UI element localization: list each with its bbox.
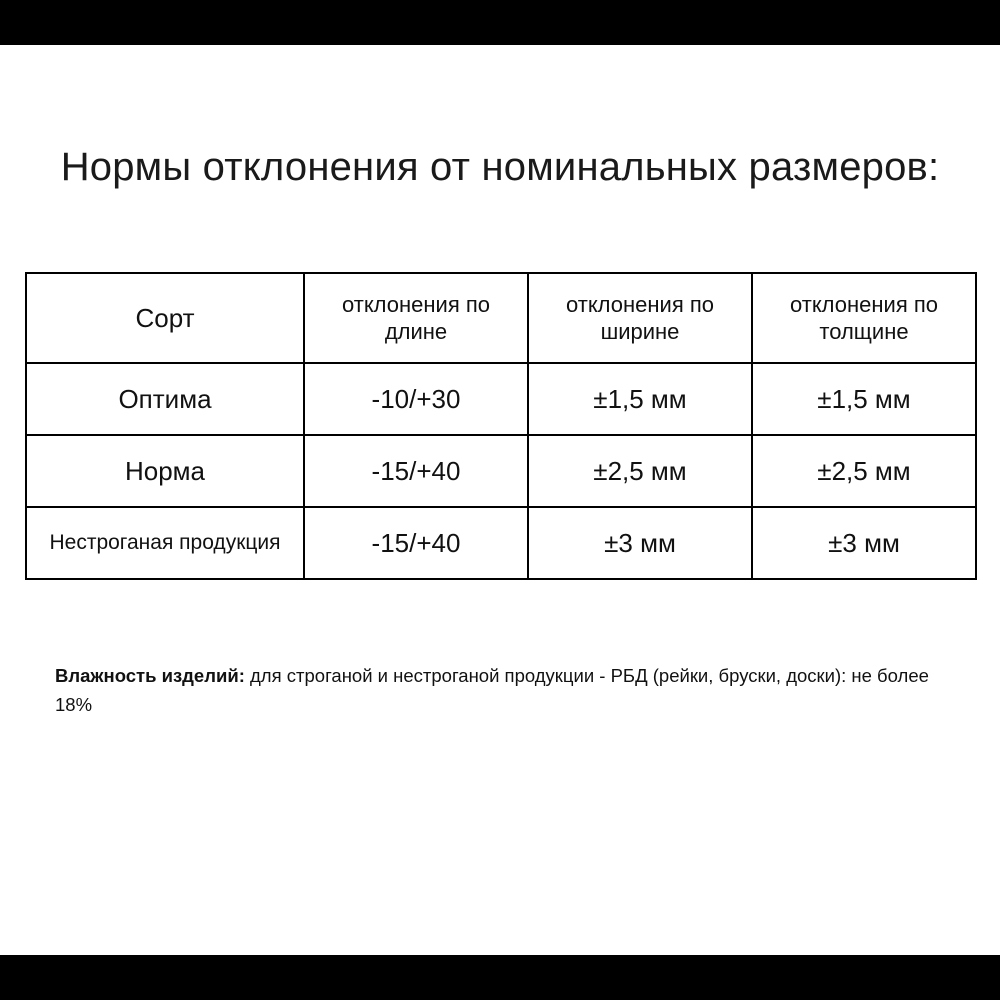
moisture-note-text: для строганой и нестроганой продукции - РБД (рейки, бруски, доски): не более 18% bbox=[55, 665, 929, 715]
moisture-note-label: Влажность изделий: bbox=[55, 665, 245, 686]
cell-length: -15/+40 bbox=[304, 435, 528, 507]
cell-thickness: ±3 мм bbox=[752, 507, 976, 579]
table-row bbox=[26, 507, 976, 579]
table-row bbox=[26, 435, 976, 507]
cell-width: ±1,5 мм bbox=[528, 363, 752, 435]
cell-width: ±2,5 мм bbox=[528, 435, 752, 507]
cell-thickness: ±2,5 мм bbox=[752, 435, 976, 507]
moisture-note bbox=[55, 662, 935, 719]
document-page bbox=[0, 45, 1000, 955]
cell-length: -10/+30 bbox=[304, 363, 528, 435]
cell-grade: Нестроганая продукция bbox=[26, 507, 304, 579]
cell-thickness: ±1,5 мм bbox=[752, 363, 976, 435]
table-header-row bbox=[26, 273, 976, 363]
table-body bbox=[26, 363, 976, 579]
table-header bbox=[26, 273, 976, 363]
column-header-width: отклонения по ширине bbox=[528, 273, 752, 363]
norms-table-container bbox=[25, 272, 975, 580]
cell-width: ±3 мм bbox=[528, 507, 752, 579]
cell-grade: Норма bbox=[26, 435, 304, 507]
cell-length: -15/+40 bbox=[304, 507, 528, 579]
page-title: Нормы отклонения от номинальных размеров: bbox=[60, 145, 940, 189]
cell-grade: Оптима bbox=[26, 363, 304, 435]
column-header-thickness: отклонения по толщине bbox=[752, 273, 976, 363]
column-header-length: отклонения по длине bbox=[304, 273, 528, 363]
table-row bbox=[26, 363, 976, 435]
norms-table bbox=[25, 272, 977, 580]
column-header-grade: Сорт bbox=[26, 273, 304, 363]
